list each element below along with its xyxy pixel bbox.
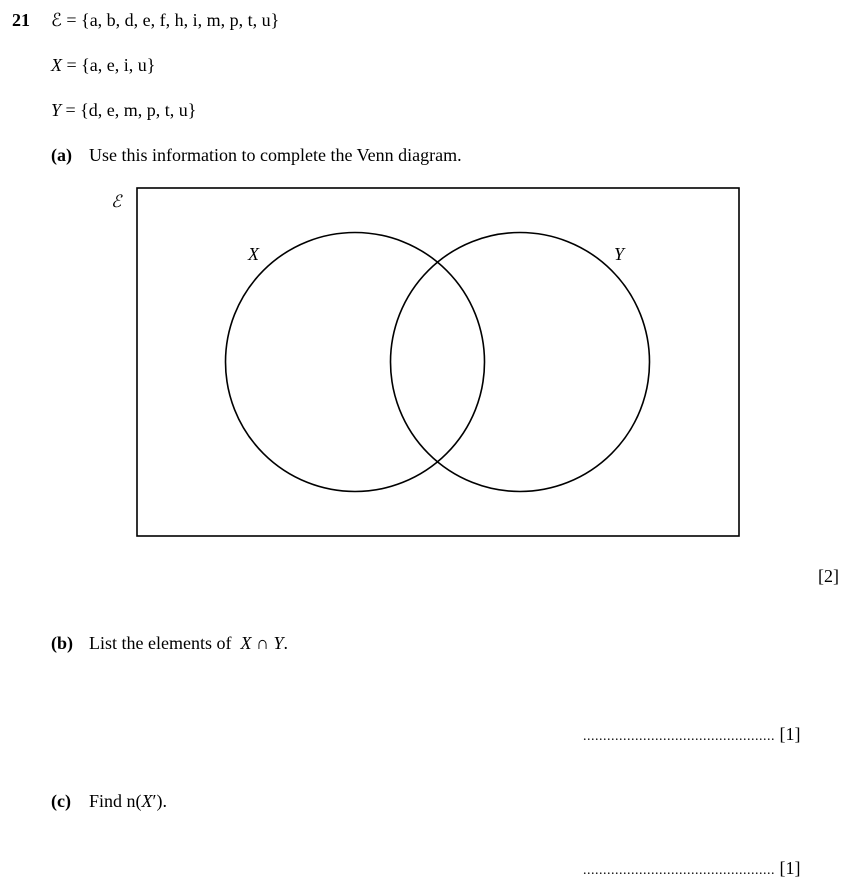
set-y-line — [51, 99, 196, 121]
universal-set-line — [51, 9, 279, 31]
part-a-label: (a) — [51, 145, 72, 165]
venn-set-x-label: X — [248, 244, 259, 264]
question-number: 21 — [12, 10, 30, 30]
part-c-marks: [1] — [779, 858, 801, 878]
part-b-label: (b) — [51, 633, 73, 653]
part-a-marks: [2] — [818, 566, 839, 586]
set-y-elements: = {d, e, m, p, t, u} — [65, 100, 197, 120]
part-b-text-prefix: List the elements of — [89, 633, 232, 653]
part-c-answer-line[interactable]: ................................................ — [583, 863, 775, 878]
part-c-answer-row — [583, 857, 801, 882]
part-b-instruction — [89, 632, 288, 654]
part-b-expression-x: X — [240, 633, 252, 653]
part-c-text-prefix: Find n( — [89, 791, 142, 811]
venn-universal-label: ℰ — [111, 192, 122, 211]
part-c-text-var: X — [141, 791, 153, 811]
universal-set-elements: = {a, b, d, e, f, h, i, m, p, t, u} — [66, 10, 280, 30]
part-c-instruction — [89, 790, 167, 812]
part-b-marks: [1] — [779, 724, 801, 744]
venn-circle-x — [226, 233, 485, 492]
universal-set-symbol: ℰ — [51, 10, 62, 30]
set-y-name: Y — [51, 100, 62, 120]
venn-diagram[interactable] — [105, 185, 745, 540]
venn-circle-y — [391, 233, 650, 492]
set-x-elements: = {a, e, i, u} — [66, 55, 156, 75]
part-b-answer-row — [583, 723, 801, 748]
part-b-expression-end: . — [283, 633, 288, 653]
set-x-line — [51, 54, 155, 76]
part-a-instruction: Use this information to complete the Venn diagram. — [89, 145, 462, 165]
part-c-text-suffix: ′). — [152, 791, 167, 811]
part-c-label: (c) — [51, 791, 71, 811]
part-b-intersection-symbol: ∩ — [255, 633, 269, 653]
venn-diagram-svg — [105, 185, 745, 540]
venn-set-y-label: Y — [614, 244, 625, 264]
set-x-name: X — [51, 55, 62, 75]
part-b-expression-y: Y — [273, 633, 284, 653]
part-b-answer-line[interactable]: ................................................ — [583, 729, 775, 744]
